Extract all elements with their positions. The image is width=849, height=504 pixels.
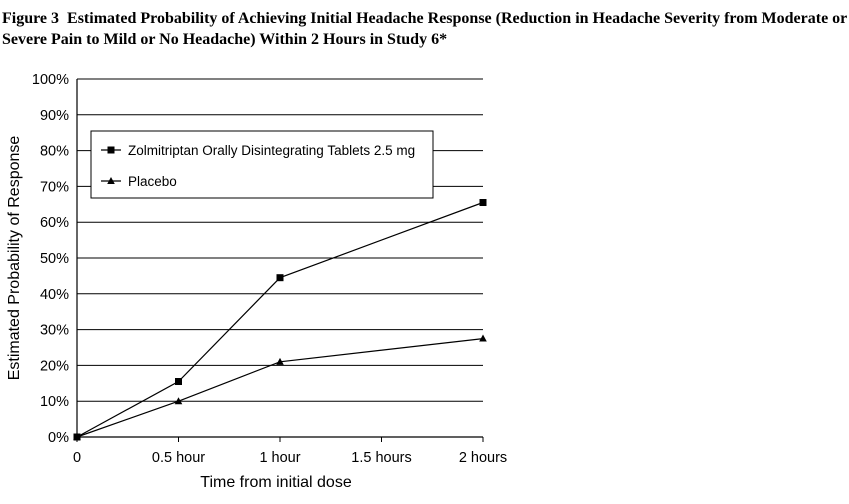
series-1-point — [480, 199, 487, 206]
figure-label: Figure 3 — [2, 10, 60, 27]
legend-entry-label: Placebo — [128, 174, 177, 189]
series-2-line — [77, 339, 483, 437]
x-tick-label: 0.5 hour — [151, 450, 206, 466]
x-axis-tick-labels — [73, 437, 507, 466]
y-tick-label: 80% — [39, 143, 69, 160]
x-tick-label: 1.5 hours — [351, 450, 412, 466]
legend-marker — [108, 147, 115, 154]
legend-entry-label: Zolmitriptan Orally Disintegrating Tablets 2.5 mg — [128, 143, 416, 158]
y-axis-tick-labels — [32, 72, 69, 446]
x-axis-label: Time from initial dose — [200, 474, 352, 491]
series-group — [73, 199, 487, 440]
x-tick-label: 2 hours — [458, 450, 508, 466]
y-tick-label: 30% — [39, 322, 69, 339]
y-tick-label: 0% — [48, 430, 69, 446]
x-tick-label: 0 — [72, 450, 82, 466]
figure-caption-text: Estimated Probability of Achieving Initial Headache Response (Reduction in Headache Severity from Moderate or Severe Pain to Mild or No Headache) Within 2 Hours in Study 6* — [2, 10, 847, 48]
y-tick-label: 100% — [31, 72, 69, 88]
legend — [91, 131, 433, 198]
series-1-line — [77, 203, 483, 438]
y-tick-label: 70% — [39, 179, 69, 196]
x-tick-label: 1 hour — [259, 450, 301, 466]
y-axis-label: Estimated Probability of Response — [6, 135, 23, 381]
series-1-point — [175, 378, 182, 385]
y-tick-label: 20% — [39, 358, 69, 375]
y-tick-label: 90% — [39, 107, 69, 124]
y-tick-label: 40% — [39, 286, 69, 303]
y-tick-label: 10% — [39, 394, 69, 411]
y-tick-label: 50% — [39, 251, 69, 267]
series-2-point — [479, 335, 487, 342]
y-tick-label: 60% — [39, 215, 69, 232]
series-1-point — [277, 274, 284, 281]
